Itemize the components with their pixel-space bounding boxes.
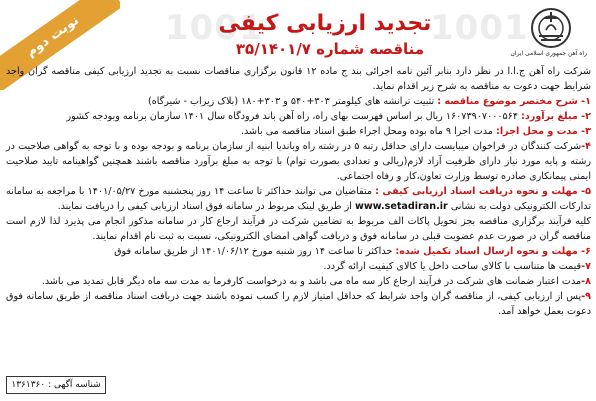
tender-number: مناقصه شماره ۳۵/۱۴۰۱/۷	[235, 40, 425, 58]
item-5-note	[6, 214, 591, 244]
item-7-text: قیمت ها متناسب با کالای ساخت داخل یا کالای کیفیت ارائه گردد.	[323, 261, 582, 272]
item-3-text: مدت اجرا ۹ ماه بوده ومحل اجراء طبق اسناد مناقصه می باشد.	[240, 126, 493, 137]
item-5	[6, 184, 591, 214]
item-1-text: تثبیت ترانشه های کیلومتر ۳۰۳+۵۴۰ و ۳۰۳+۱۸۰ (بلاک زیراب - شیرگاه)	[147, 96, 435, 107]
intro-paragraph	[6, 64, 591, 94]
railway-logo	[510, 6, 587, 70]
item-2-text: ۱۶۰۷۳۹۰۷۰۰۰۵۶۴ ریال بر اساس فهرست بهای راه، راه آهن باند فرودگاه سال ۱۴۰۱ سازمان برنامه وبودجه کشور	[66, 111, 518, 122]
item-5-text-c: کلیه فرآیند برگزاری مناقصه بجز تحویل پاکات الف مربوط به تضامین شرکت در فرآیند ارجاع کار در سامانه مذکور انجام می پذیرد لذا لازم است مناقصه گران در صورت عدم عضویت قبلی در سامانه فوق و دریافت گواهی امضای الکترونیکی، نسبت به ثبت نام اقدام نمایند.	[6, 216, 591, 242]
item-5-text-b: از طریق لینک مربوط در سامانه فوق اسناد ارزیابی کیفی را دریافت نمایند.	[57, 201, 352, 212]
item-7	[6, 259, 591, 274]
item-4-heading: ۴-	[581, 141, 591, 152]
setadiran-link[interactable]: www.setadiran.ir	[354, 201, 448, 212]
item-8-text: مدت اعتبار ضمانت های شرکت در فرآیند ارجاع کار سه ماه می باشد و به درخواست کارفرما به مدت سه ماه دیگر قابل تمدید می باشد.	[41, 276, 582, 287]
item-6	[6, 244, 591, 259]
watermark-left: 1001	[165, 8, 264, 48]
notice-body	[6, 64, 591, 319]
page-title: تجدید ارزیابی کیفی	[218, 11, 432, 36]
item-4	[6, 139, 591, 184]
item-8-heading: ۸-	[581, 276, 591, 287]
item-9-text: پس از ارزیابی کیفی، از مناقصه گران واجد شرایط که حداقل امتیاز لازم را کسب نموده باشند جهت دریافت اسناد مناقصه از طریق سامانه فوق دعوت بعمل خواهد آمد.	[6, 291, 591, 317]
item-3	[6, 124, 591, 139]
watermark-right: 1001	[430, 8, 529, 48]
railway-emblem-icon	[526, 6, 576, 50]
item-2	[6, 109, 591, 124]
item-5-heading: ۵- مهلت و نحوه دریافت اسناد ارزیابی کیفی :	[375, 186, 591, 197]
ad-id-box: شناسه آگهی : ۱۳۶۱۳۶۰	[6, 376, 106, 394]
intro-text: شرکت راه آهن ج.ا.ا در نظر دارد بنابر آئین نامه اجرائی بند ج ماده ۱۲ قانون برگزاری مناقصات نسبت به تجدید ارزیابی کیفی مناقصه گران واجد شرایط جهت دعوت به مناقصه به شرح زیر اقدام نماید.	[6, 66, 591, 92]
item-7-heading: ۷-	[581, 261, 591, 272]
item-3-heading: ۳- مدت و محل اجرا:	[496, 126, 591, 137]
item-6-heading: ۶- مهلت و نحوه ارسال اسناد تکمیل شده:	[395, 246, 591, 257]
item-1	[6, 94, 591, 109]
item-9	[6, 289, 591, 319]
item-8	[6, 274, 591, 289]
logo-caption: راه آهن جمهوری اسلامی ایران	[510, 50, 587, 57]
round-ribbon: نوبت دوم	[0, 0, 120, 90]
item-6-text: حداکثر تا ساعت ۱۴ روز شنبه مورخ ۱۴۰۱/۰۶/۱۲ از طریق سامانه فوق	[114, 246, 393, 257]
item-1-heading: ۱- شرح مختصر موضوع مناقصه :	[437, 96, 591, 107]
item-5-text-a: متقاضیان می توانند حداکثر تا ساعت ۱۴ روز پنجشنبه مورخ ۱۴۰۱/۰۵/۲۷ با مراجعه به سامانه تدارکات الکترونیکی دولت به نشانی	[6, 186, 591, 212]
item-4-text: شرکت کنندگان در فراخوان میبایست دارای حداقل رتبه ۵ در رشته راه وباندیا ابنیه از سازمان برنامه و بودجه بوده و با توجه به گواهی صلاحیت در رشته و پایه مورد نیاز دارای ظرفیت آزاد لازم(ریالی و تعدادی بصورت توام) با توجه به مبلغ برآورد مناقصه باشند همچنین گواهینامه تایید صلاحیت ایمنی پیمانکاری صادره توسط وزارت تعاون،کار و رفاه اجتماعی.	[6, 141, 591, 182]
item-9-heading: ۹-	[581, 291, 591, 302]
item-2-heading: ۲- مبلغ برآورد:	[521, 111, 591, 122]
